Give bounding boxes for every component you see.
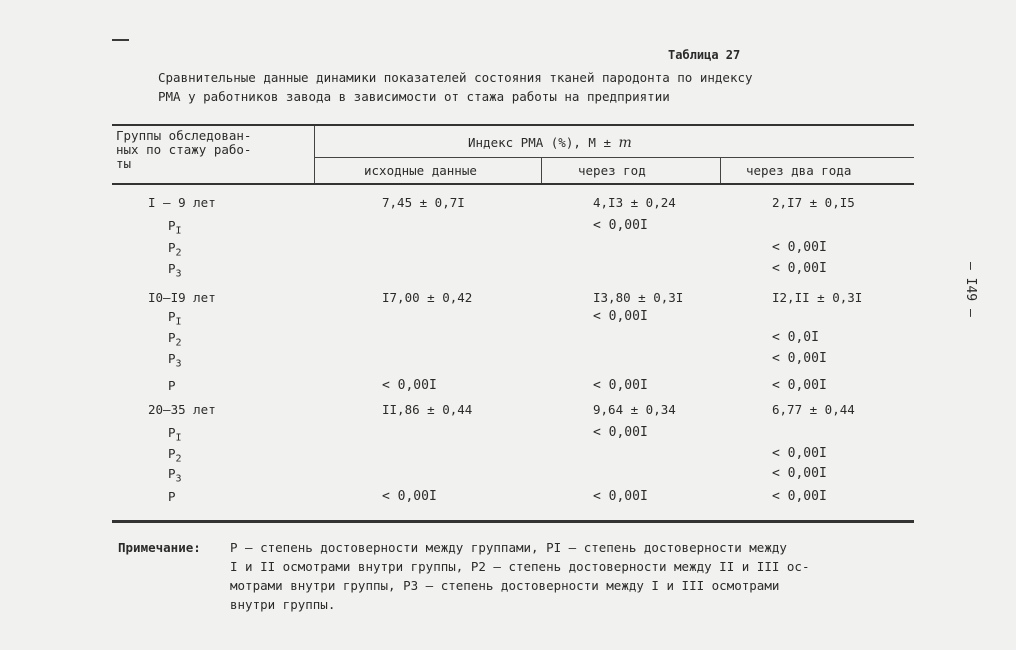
index-value-cell: 4,I3 ± 0,24 — [593, 195, 676, 210]
group-label: 20–35 лет — [148, 402, 216, 417]
header-divider — [314, 126, 315, 183]
group-label: I – 9 лет — [148, 195, 216, 210]
p-value-cell: < 0,00I — [593, 425, 648, 440]
header-col-two-years: через два года — [746, 163, 852, 178]
header-index-handwritten: m — [618, 135, 632, 151]
header-col-initial: исходные данные — [364, 163, 477, 178]
significance-label: P — [168, 378, 176, 393]
p-value-cell: < 0,00I — [382, 378, 437, 393]
header-divider — [720, 158, 721, 183]
index-value-cell: II,86 ± 0,44 — [382, 402, 473, 417]
significance-label: $P_2$ — [168, 446, 182, 465]
group-label: I0–I9 лет — [148, 290, 216, 305]
table-number: Таблица 27 — [668, 48, 741, 62]
caption-line-2: РМА у работников завода в зависимости от стажа работы на предприятии — [158, 89, 670, 104]
significance-label: $P_3$ — [168, 351, 182, 370]
header-index — [468, 136, 632, 150]
note-line: внутри группы. — [230, 597, 336, 612]
header-mid-rule — [314, 157, 914, 158]
index-value-cell: I7,00 ± 0,42 — [382, 290, 473, 305]
p-value-cell: < 0,00I — [772, 466, 827, 481]
significance-label: $P_2$ — [168, 240, 182, 259]
significance-label: $P_I$ — [168, 425, 182, 444]
p-value-cell: < 0,00I — [772, 378, 827, 393]
index-value-cell: 6,77 ± 0,44 — [772, 402, 855, 417]
significance-label: $P_I$ — [168, 309, 182, 328]
significance-label: $P_3$ — [168, 261, 182, 280]
table-bottom-rule — [112, 520, 914, 523]
index-value-cell: 9,64 ± 0,34 — [593, 402, 676, 417]
note-line: Р – степень достоверности между группами, РI – степень достоверности между — [230, 540, 787, 555]
header-groups: Группы обследован- ных по стажу рабо- ты — [116, 128, 252, 171]
significance-label: $P_I$ — [168, 218, 182, 237]
header-divider — [541, 158, 542, 183]
p-value-cell: < 0,0I — [772, 330, 819, 345]
p-value-cell: < 0,00I — [772, 351, 827, 366]
p-value-cell: < 0,00I — [772, 261, 827, 276]
significance-label: $P_2$ — [168, 330, 182, 349]
p-value-cell: < 0,00I — [772, 489, 827, 504]
p-value-cell: < 0,00I — [593, 309, 648, 324]
p-value-cell: < 0,00I — [772, 240, 827, 255]
p-value-cell: < 0,00I — [593, 489, 648, 504]
note-line: I и II осмотрами внутри группы, Р2 – степень достоверности между II и III ос- — [230, 559, 810, 574]
p-value-cell: < 0,00I — [593, 378, 648, 393]
index-value-cell: I3,80 ± 0,3I — [593, 290, 684, 305]
page-number: – I49 – — [963, 262, 978, 317]
margin-dash — [112, 39, 129, 41]
header-index-text: Индекс РМА (%), М ± — [468, 135, 611, 150]
table-caption — [158, 68, 753, 106]
p-value-cell: < 0,00I — [382, 489, 437, 504]
index-value-cell: 7,45 ± 0,7I — [382, 195, 465, 210]
p-value-cell: < 0,00I — [772, 446, 827, 461]
caption-line-1: Сравнительные данные динамики показателей состояния тканей пародонта по индексу — [158, 70, 753, 85]
header-bottom-rule — [112, 183, 914, 185]
significance-label: $P_3$ — [168, 466, 182, 485]
note-label: Примечание: — [118, 540, 201, 555]
table-top-rule — [112, 124, 914, 126]
p-value-cell: < 0,00I — [593, 218, 648, 233]
index-value-cell: 2,I7 ± 0,I5 — [772, 195, 855, 210]
significance-label: P — [168, 489, 176, 504]
header-col-year: через год — [578, 163, 646, 178]
index-value-cell: I2,II ± 0,3I — [772, 290, 863, 305]
note-line: мотрами внутри группы, Р3 – степень достоверности между I и III осмотрами — [230, 578, 780, 593]
